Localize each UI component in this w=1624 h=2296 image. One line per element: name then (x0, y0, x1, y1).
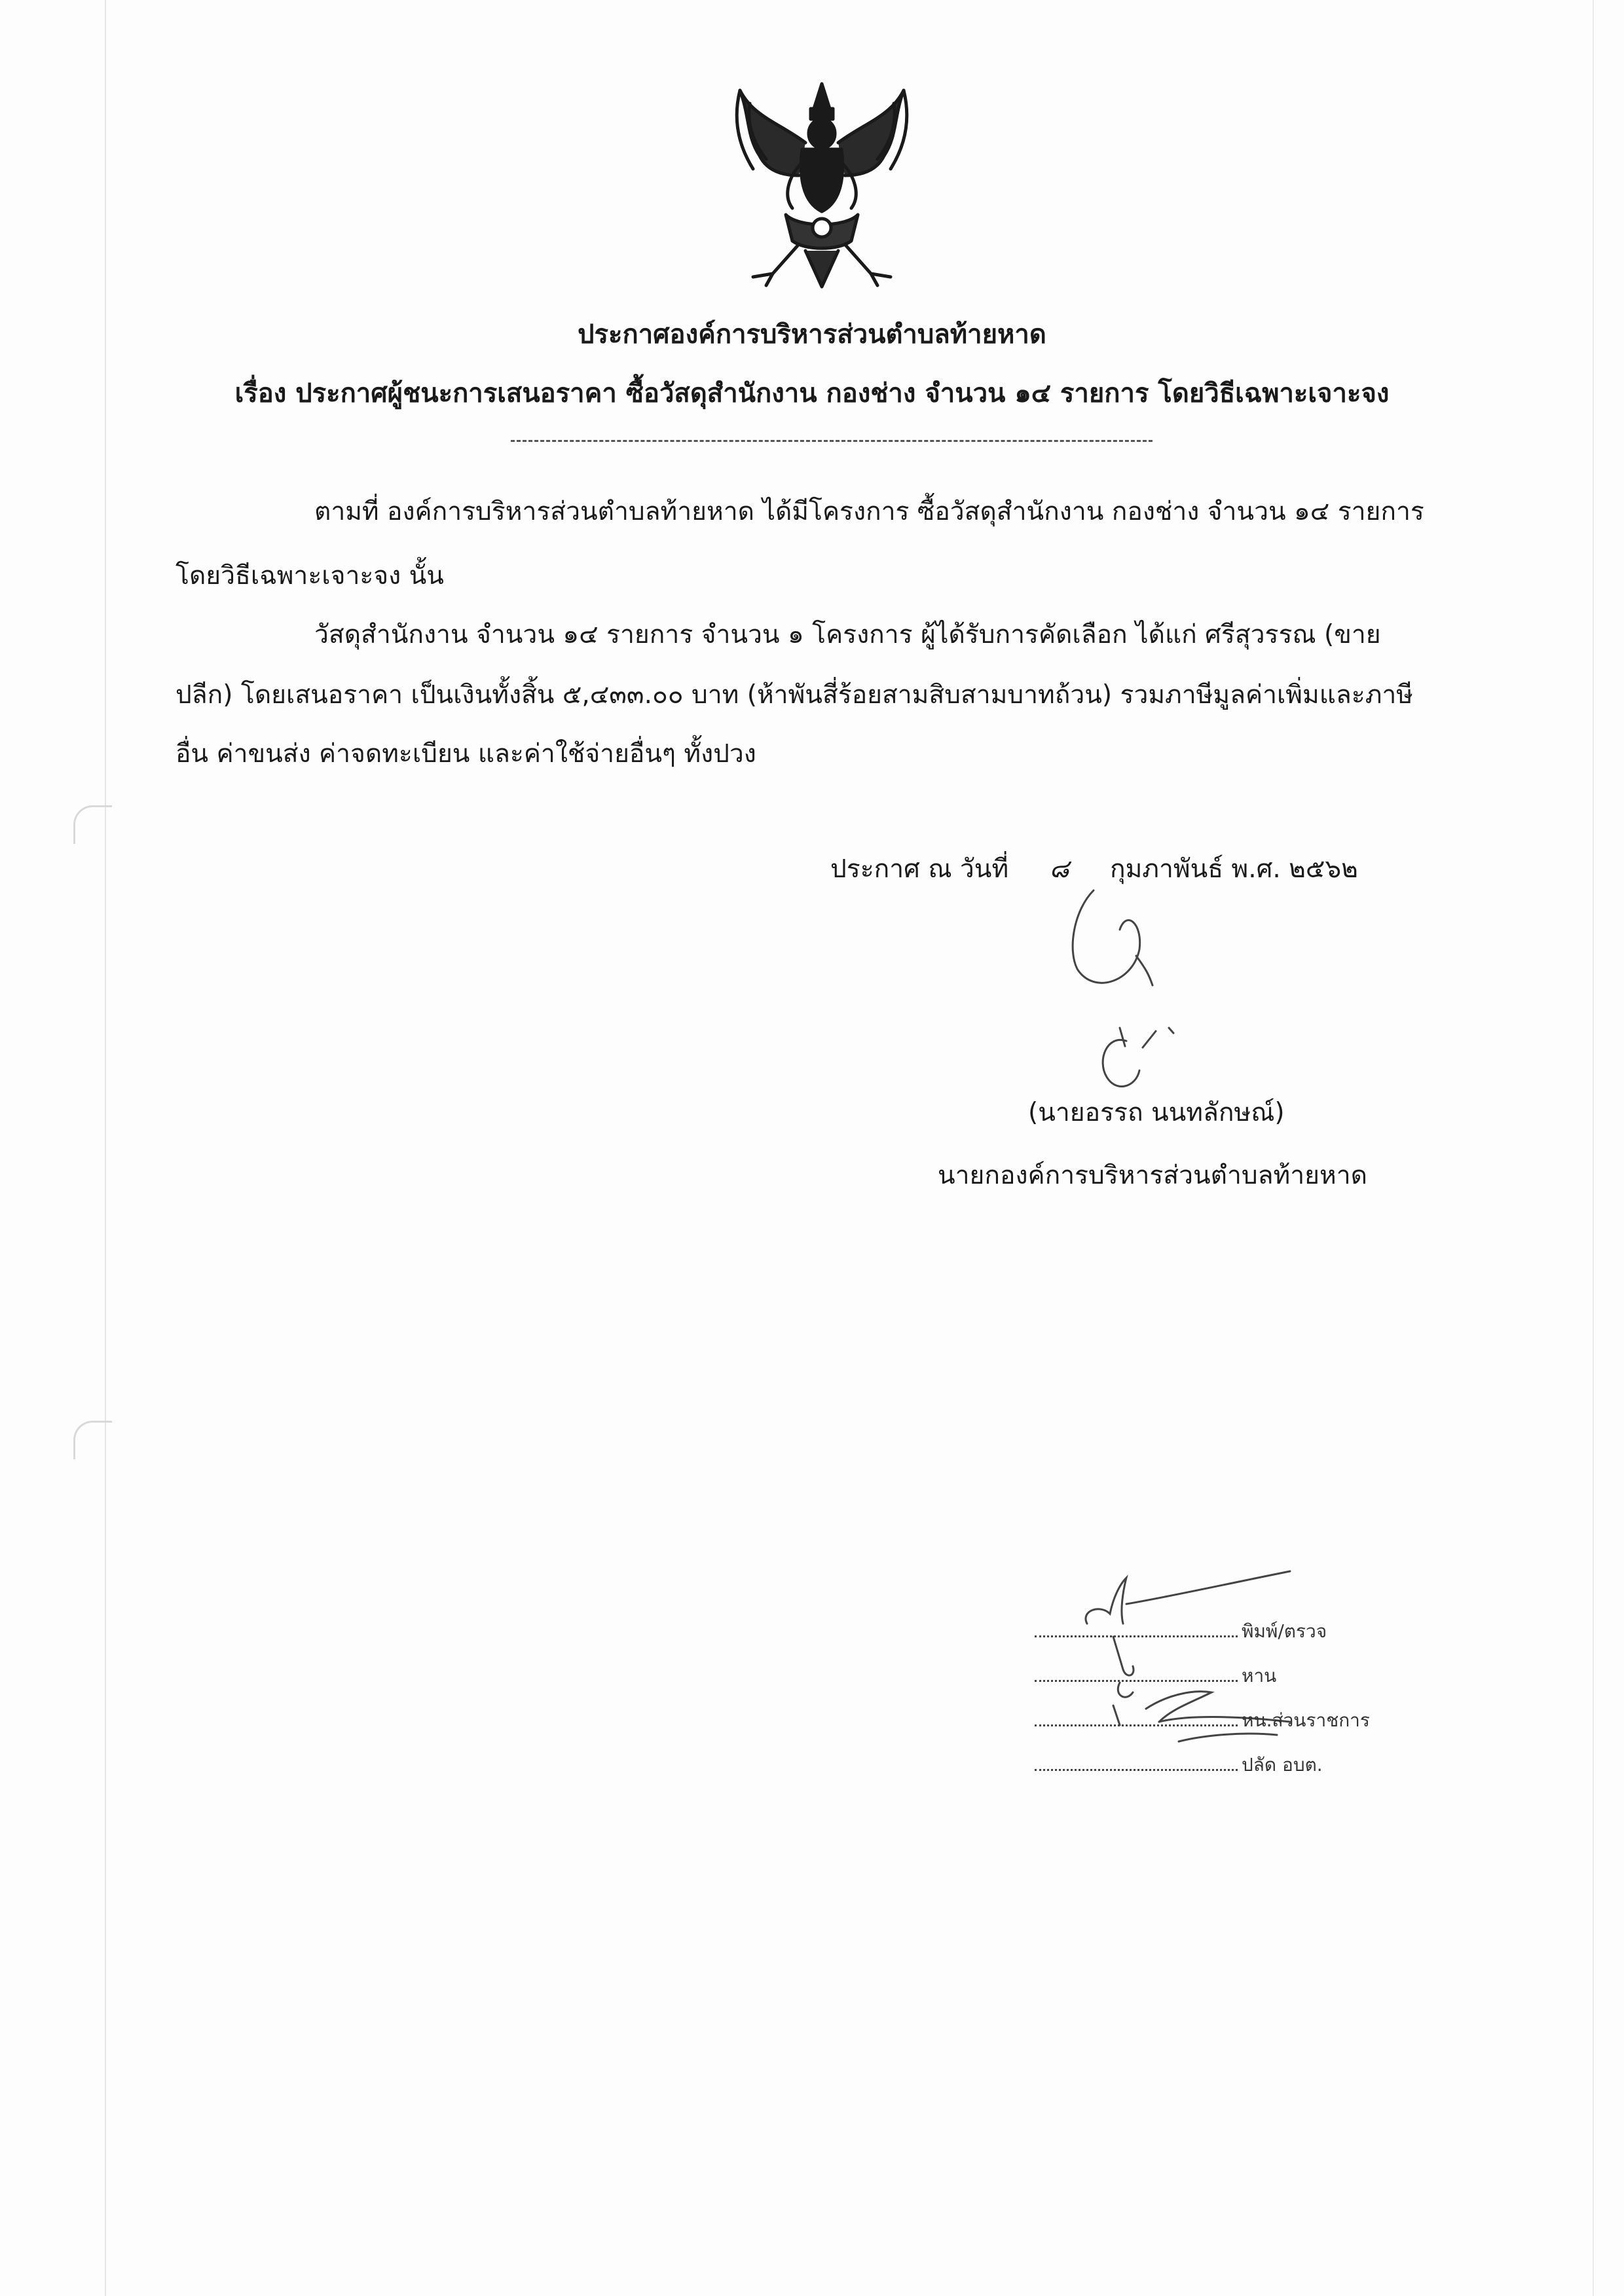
checklist-label: หาน (1242, 1665, 1277, 1686)
checklist-dots (1035, 1635, 1238, 1637)
document-title: ประกาศองค์การบริหารส่วนตำบลท้ายหาด (578, 319, 1046, 350)
paragraph-1-line-1: ตามที่ องค์การบริหารส่วนตำบลท้ายหาด ได้มีโครงการ ซื้อวัสดุสำนักงาน กองช่าง จำนวน ๑๔ รายการ (314, 497, 1424, 526)
announcement-prefix: ประกาศ ณ วันที่ (830, 854, 1009, 884)
signatory-name: (นายอรรถ นนทลักษณ์) (1028, 1098, 1285, 1127)
checklist-row (1035, 1706, 1370, 1735)
paragraph-1-line-2: โดยวิธีเฉพาะเจาะจง นั้น (175, 561, 444, 591)
checklist-label: ปลัด อบต. (1242, 1754, 1323, 1776)
paragraph-2-line-2: ปลีก) โดยเสนอราคา เป็นเงินทั้งสิ้น ๕,๔๓๓.๐๐ บาท (ห้าพันสี่ร้อยสามสิบสามบาทถ้วน) รวมภาษีมูลค่าเพิ่มและภาษี (175, 680, 1414, 710)
punch-hole-mark (73, 805, 112, 844)
checklist-label: หน.ส่วนราชการ (1242, 1709, 1370, 1731)
announcement-day: ๘ (1049, 854, 1069, 884)
document-subject: เรื่อง ประกาศผู้ชนะการเสนอราคา ซื้อวัสดุสำนักงาน กองช่าง จำนวน ๑๔ รายการ โดยวิธีเฉพาะเจาะจง (234, 378, 1390, 409)
header-divider (511, 440, 1153, 442)
garuda-emblem-icon (727, 77, 917, 291)
checklist-row (1035, 1662, 1276, 1690)
checklist-label: พิมพ์/ตรวจ (1242, 1620, 1327, 1642)
signature-mark (1022, 871, 1231, 1106)
signatory-position: นายกองค์การบริหารส่วนตำบลท้ายหาด (938, 1161, 1367, 1190)
punch-hole-mark (73, 1421, 112, 1459)
announcement-month-year: กุมภาพันธ์ พ.ศ. ๒๕๖๒ (1109, 854, 1358, 884)
checklist-row (1035, 1617, 1327, 1646)
checklist-dots (1035, 1724, 1238, 1726)
paragraph-2-line-1: วัสดุสำนักงาน จำนวน ๑๔ รายการ จำนวน ๑ โครงการ ผู้ได้รับการคัดเลือก ได้แก่ ศรีสุวรรณ (ขาย (314, 620, 1381, 649)
checklist-row (1035, 1751, 1323, 1779)
checklist-dots (1035, 1769, 1238, 1771)
paragraph-2-line-3: อื่น ค่าขนส่ง ค่าจดทะเบียน และค่าใช้จ่ายอื่นๆ ทั้งปวง (175, 739, 756, 769)
checklist-dots (1035, 1680, 1238, 1682)
